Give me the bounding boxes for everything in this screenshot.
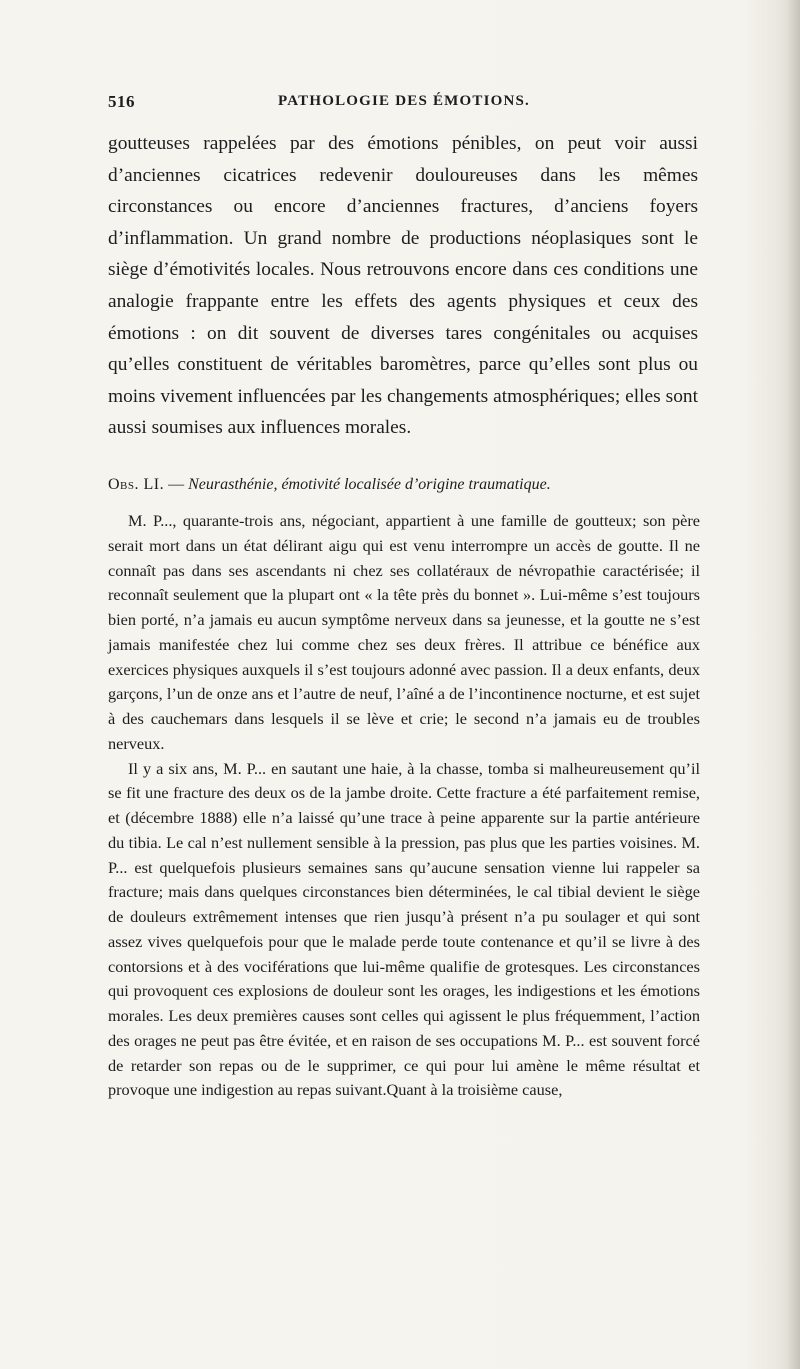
observation-dash: — — [164, 476, 189, 493]
case-paragraph: Il y a six ans, M. P... en sautant une haie, à la chasse, tomba si malheureusement qu’il se fit une fracture des deux os de la jambe droite. Cette fracture a été parfaitement remise, et (décembre 1888) elle n’a laissé qu’une trace à peine apparente sur la partie antérieure du tibia. Le cal n’est nullement sensible à la pression, pas plus que les parties voisines. M. P... est quelquefois plusieurs semaines sans qu’aucune sensation vienne lui rappeler sa fracture; mais dans quelques circonstances bien déterminées, le cal tibial devient le siège de douleurs extrêmement intenses que rien jusqu’à présent n’a pu soulager et qui sont assez vives quelquefois pour que le malade perde toute contenance et qu’il se livre à des contorsions et à des vociférations que lui-même qualifie de grotesques. Les circonstances qui provoquent ces explosions de douleur sont les orages, les indigestions et les émotions morales. Les deux premières causes sont celles qui agissent le plus fréquemment, l’action des orages ne peut pas être évitée, et en raison de ses occupations M. P... est souvent forcé de retarder son repas ou de le supprimer, ce qui pour lui amène le même résultat et provoque une indigestion au repas suivant.Quant à la troisième cause, — [108, 758, 700, 1100]
observation-heading — [108, 474, 700, 496]
body-text — [108, 128, 698, 444]
running-title: PATHOLOGIE DES ÉMOTIONS. — [277, 93, 531, 109]
page-number: 516 — [108, 92, 135, 111]
page-edge-shadow — [786, 0, 800, 1369]
observation-title: Neurasthénie, émotivité localisée d’origine traumatique. — [188, 476, 551, 493]
case-text — [108, 509, 700, 1103]
body-paragraph: goutteuses rappelées par des émotions pénibles, on peut voir aussi d’anciennes cicatrices redevenir douloureuses dans les mêmes circonstances ou encore d’anciennes fractures, d’anciens foyers d’inflammation. Un grand nombre de productions néoplasiques sont le siège d’émotivités locales. Nous retrouvons encore dans ces conditions une analogie frappante entre les effets des agents physiques et ceux des émotions : on dit souvent de diverses tares congénitales ou acquises qu’elles constituent de véritables baromètres, parce qu’elles sont plus ou moins vivement influencées par les changements atmosphériques; elles sont aussi soumises aux influences morales. — [108, 133, 698, 439]
running-head — [108, 92, 700, 114]
observation-label: Obs. LI. — [108, 476, 165, 493]
case-paragraph: M. P..., quarante-trois ans, négociant, appartient à une famille de goutteux; son père serait mort dans un état délirant aigu qui est venu interrompre un accès de goutte. Il ne connaît pas dans ses ascendants ni chez ses collatéraux de névropathie caractérisée; il reconnaît seulement que la plupart ont « la tête près du bonnet ». Lui-même s’est toujours bien porté, n’a jamais eu aucun symptôme nerveux dans sa jeunesse, et la goutte ne s’est jamais manifestée chez lui comme chez ses deux frères. Il attribue ce bénéfice aux exercices physiques auxquels il s’est toujours adonné avec passion. Il a deux enfants, deux garçons, l’un de onze ans et l’autre de neuf, l’aîné a de l’incontinence nocturne, et est sujet à des cauchemars dans lesquels il se lève et crie; le second n’a jamais eu de troubles nerveux. — [108, 511, 700, 753]
